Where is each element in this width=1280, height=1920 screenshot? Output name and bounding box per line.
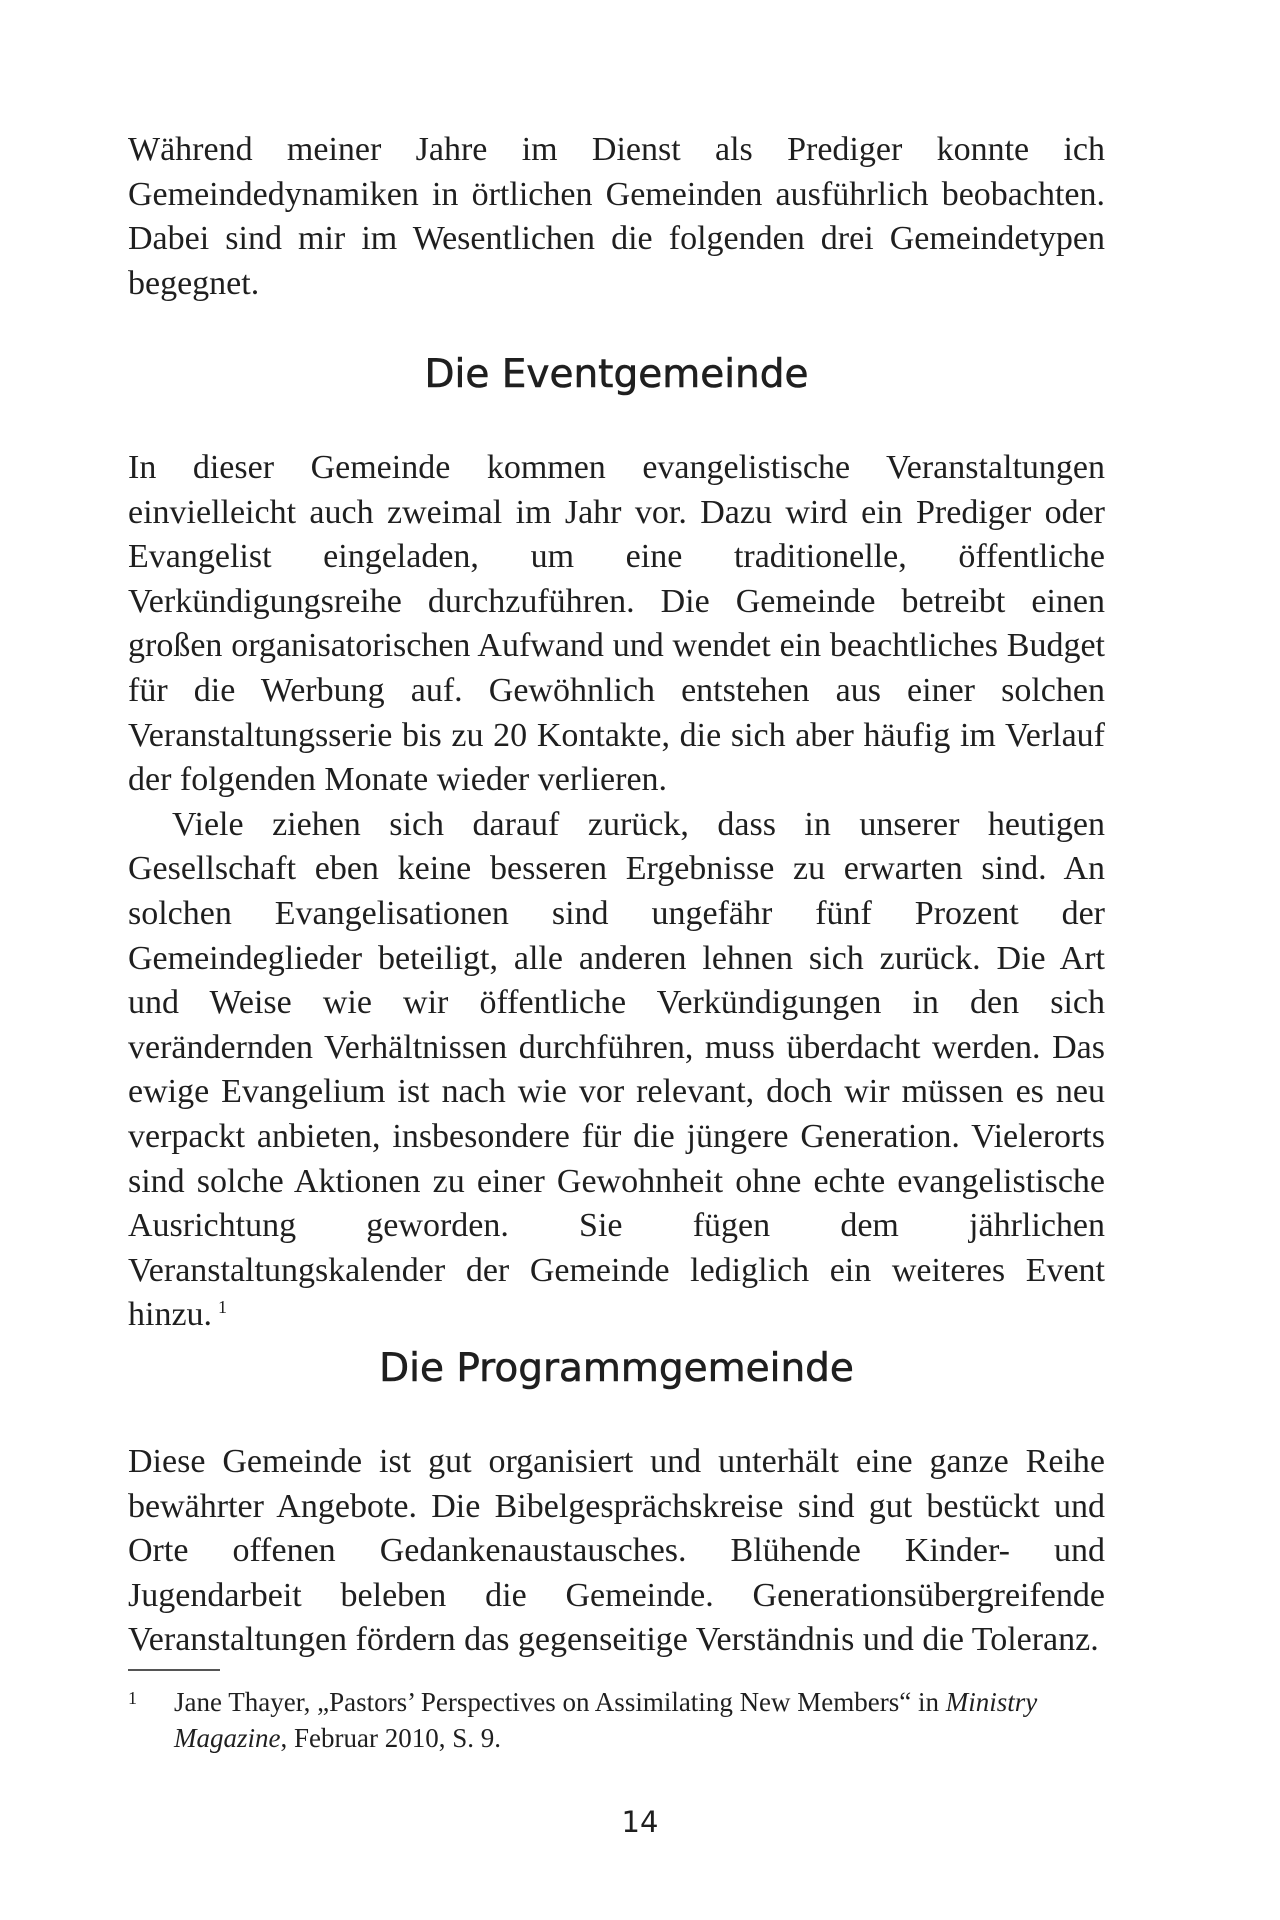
footnote-reference: 1 [218, 1296, 228, 1317]
intro-block [128, 128, 1105, 306]
footnote-number: 1 [128, 1688, 137, 1708]
section1-body [128, 446, 1105, 1338]
section2-paragraph-1: Diese Gemeinde ist gut organisiert und unterhält eine ganze Reihe bewährter Angebote. Die Bibelgesprächskreise sind gut bestückt und Orte offenen Gedankenaustausches. Blühende Kinder- und Jugendarbeit beleben die Gemeinde. Generationsübergreifende Veranstaltungen fördern das gegenseitige Verständnis und die Toleranz. [128, 1443, 1105, 1659]
footnote [128, 1684, 1105, 1756]
intro-paragraph: Während meiner Jahre im Dienst als Prediger konnte ich Gemeindedynamiken in örtlichen Gemeinden ausführlich beobachten. Dabei sind mir im Wesentlichen die folgenden drei Gemeindetypen begegnet. [128, 131, 1105, 302]
section1-paragraph-1: In dieser Gemeinde kommen evangelistische Veranstaltungen einvielleicht auch zweimal im Jahr vor. Dazu wird ein Prediger oder Evangelist eingeladen, um eine traditionelle, öffentliche Verkündigungsreihe durchzuführen. Die Gemeinde betreibt einen großen organisatorischen Aufwand und wendet ein beachtliches Budget für die Werbung auf. Gewöhnlich entstehen aus einer solchen Veranstaltungsserie bis zu 20 Kontakte, die sich aber häufig im Verlauf der folgenden Monate wieder verlieren. [128, 449, 1105, 799]
footnote-divider [128, 1669, 220, 1671]
section2-body [128, 1440, 1105, 1663]
footnote-text [156, 1684, 1105, 1756]
section1-paragraph-2-text: Viele ziehen sich darauf zurück, dass in unserer heutigen Gesellschaft eben keine besseren Ergebnisse zu erwarten sind. An solchen Evangelisationen sind ungefähr fünf Prozent der Gemeindeglieder beteiligt, alle anderen lehnen sich zurück. Die Art und Weise wie wir öffentliche Verkündigungen in den sich verändernden Verhältnissen durchführen, muss überdacht werden. Das ewige Evangelium ist nach wie vor relevant, doch wir müssen es neu verpackt anbieten, insbesondere für die jüngere Generation. Vielerorts sind solche Aktionen zu einer Gewohnheit ohne echte evangelistische Ausrichtung geworden. Sie fügen dem jährlichen Veranstaltungskalender der Gemeinde lediglich ein weiteres Event hinzu. [128, 805, 1105, 1334]
section-heading-programmgemeinde: Die Programmgemeinde [379, 1346, 854, 1391]
footnote-text-before: Jane Thayer, „Pastors’ Perspectives on Assimilating New Members“ in [174, 1687, 946, 1717]
footnote-italic-title: Ministry Magazine [174, 1687, 1038, 1753]
section1-paragraph-2 [128, 803, 1105, 1338]
footnote-text-after: , Februar 2010, S. 9. [280, 1723, 501, 1753]
page-number: 14 [621, 1805, 659, 1839]
section-heading-eventgemeinde: Die Eventgemeinde [424, 352, 809, 397]
